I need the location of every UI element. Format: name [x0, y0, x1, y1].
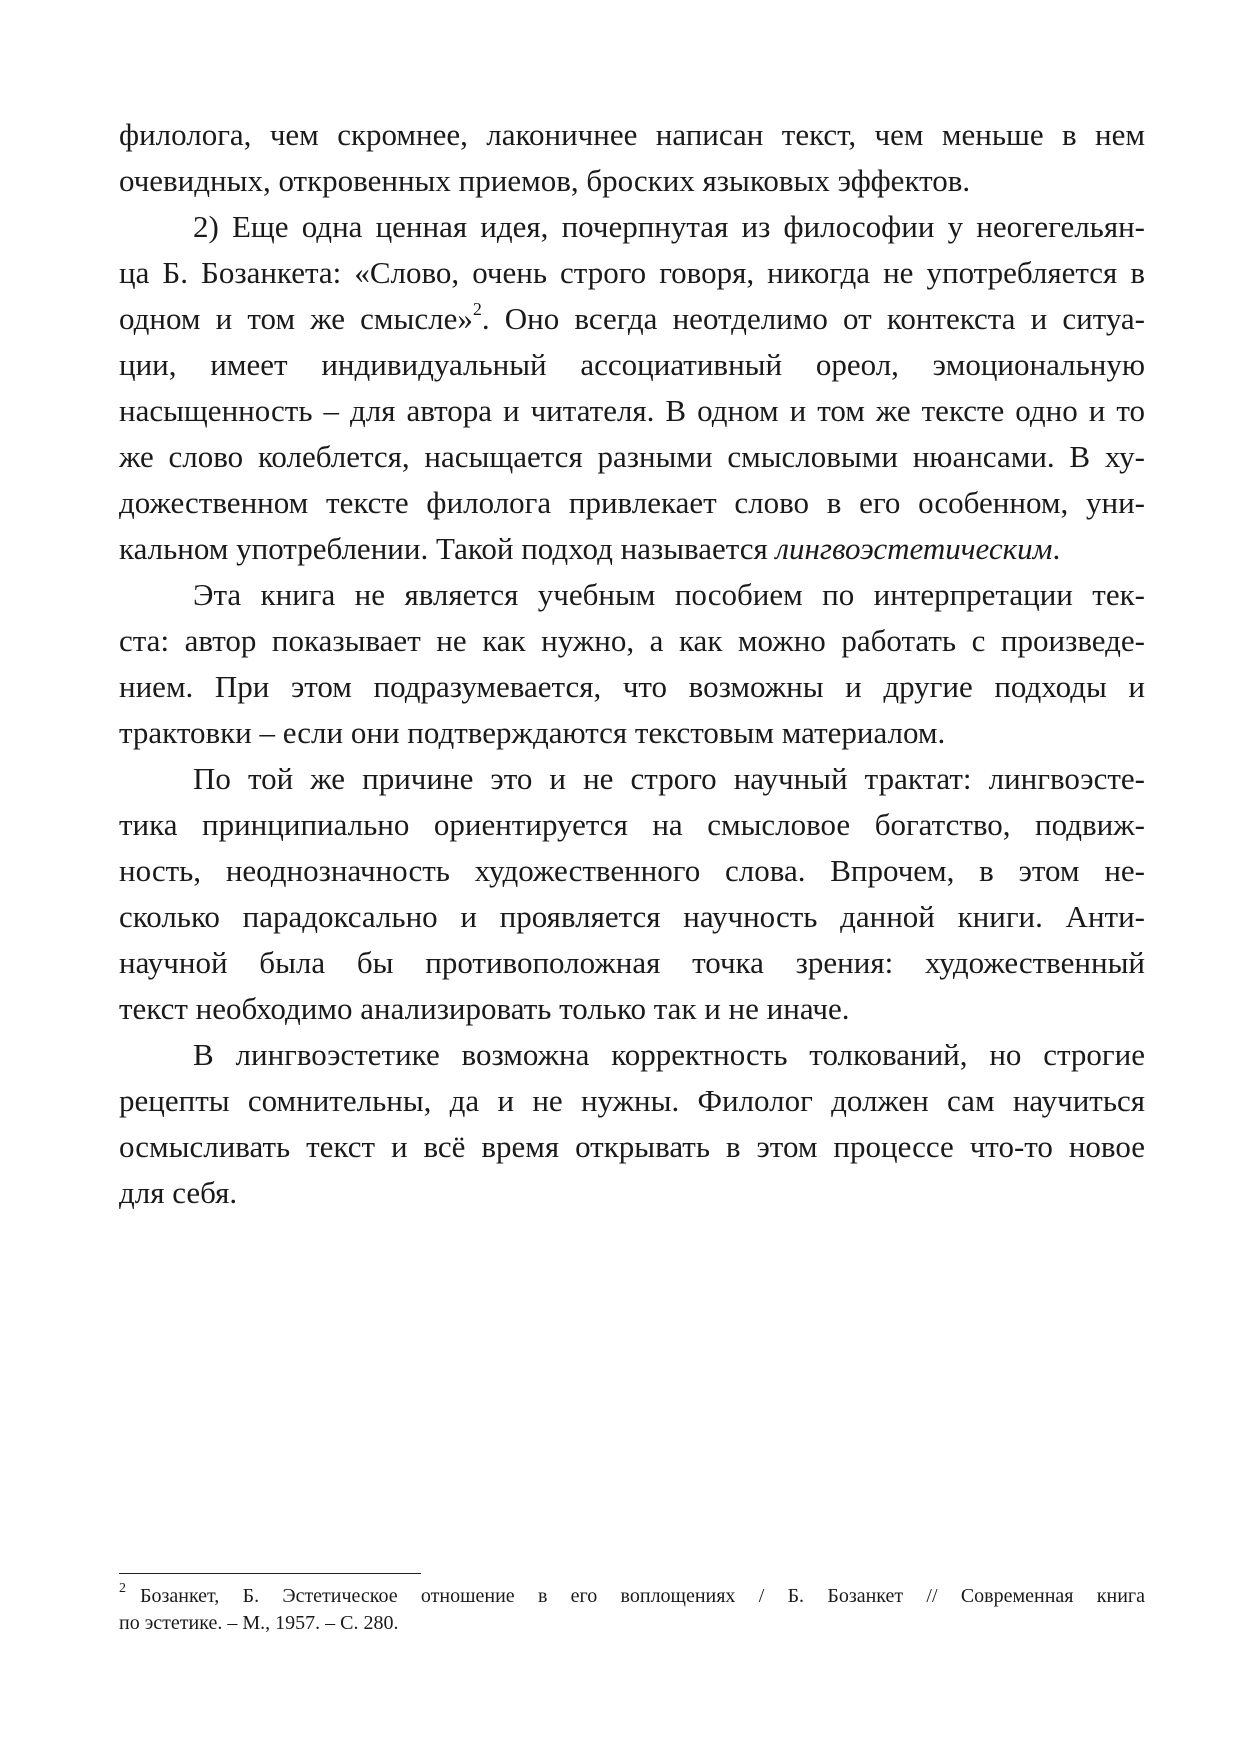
paragraph-1: [119, 112, 1145, 204]
footnote: [119, 1583, 1145, 1637]
text-line: тика принципиально ориентируется на смысловое богатство, подвиж-: [119, 807, 1145, 842]
page-body: [119, 112, 1145, 1216]
text-line: насыщенность – для автора и читателя. В одном и том же тексте одно и то: [119, 393, 1145, 428]
text-line: осмысливать текст и всё время открывать в этом процессе что-то новое: [119, 1129, 1145, 1164]
text-line: текст необходимо анализировать только так и не иначе.: [119, 991, 850, 1026]
footnote-line: [119, 1583, 1145, 1610]
text-line: же слово колеблется, насыщается разными смысловыми нюансами. В ху-: [119, 439, 1145, 474]
text-fragment: .: [1052, 531, 1061, 566]
text-line: ность, неоднозначность художественного слова. Впрочем, в этом не-: [119, 853, 1145, 888]
paragraph-4: [119, 756, 1145, 1032]
text-line: 2) Еще одна ценная идея, почерпнутая из философии у неогегельян-: [193, 209, 1145, 244]
text-line: ции, имеет индивидуальный ассоциативный ореол, эмоциональную: [119, 347, 1145, 382]
text-line: [119, 296, 1145, 342]
italic-term: лингвоэстетическим: [775, 531, 1053, 566]
text-line: Эта книга не является учебным пособием по интерпретации тек-: [193, 577, 1145, 612]
paragraph-5: [119, 1032, 1145, 1216]
text-line: В лингвоэстетике возможна корректность толкований, но строгие: [193, 1037, 1145, 1072]
text-line: филолога, чем скромнее, лаконичнее написан текст, чем меньше в нем: [119, 117, 1145, 152]
text-line: ца Б. Бозанкета: «Слово, очень строго говоря, никогда не употребляется в: [119, 255, 1145, 290]
footnote-reference[interactable]: 2: [472, 299, 482, 319]
text-fragment: кальном употреблении. Такой подход называется: [119, 531, 776, 566]
text-line: По той же причине это и не строго научный трактат: лингвоэсте-: [193, 761, 1145, 796]
text-line: ста: автор показывает не как нужно, а как можно работать с произведе-: [119, 623, 1145, 658]
text-line: для себя.: [119, 1175, 238, 1210]
text-line: дожественном тексте филолога привлекает слово в его особенном, уни-: [119, 485, 1145, 520]
text-line: трактовки – если они подтверждаются текстовым материалом.: [119, 715, 946, 750]
paragraph-2: [119, 204, 1145, 572]
text-line: рецепты сомнительны, да и не нужны. Филолог должен сам научиться: [119, 1083, 1145, 1118]
footnote-line: по эстетике. – М., 1957. – С. 280.: [119, 1612, 399, 1634]
text-line: [119, 526, 1145, 572]
text-line: нием. При этом подразумевается, что возможны и другие подходы и: [119, 669, 1145, 704]
text-line: сколько парадоксально и проявляется научность данной книги. Анти-: [119, 899, 1145, 934]
footnote-text: Бозанкет, Б. Эстетическое отношение в его воплощениях / Б. Бозанкет // Современная книга: [140, 1585, 1145, 1607]
text-fragment: одном и том же смысле»: [119, 301, 473, 336]
text-line: очевидных, откровенных приемов, броских языковых эффектов.: [119, 163, 971, 198]
paragraph-3: [119, 572, 1145, 756]
text-line: научной была бы противоположная точка зрения: художественный: [119, 945, 1145, 980]
footnote-divider: [119, 1573, 421, 1574]
text-fragment: . Оно всегда неотделимо от контекста и ситуа-: [481, 301, 1146, 336]
footnote-marker: 2: [119, 1581, 126, 1596]
